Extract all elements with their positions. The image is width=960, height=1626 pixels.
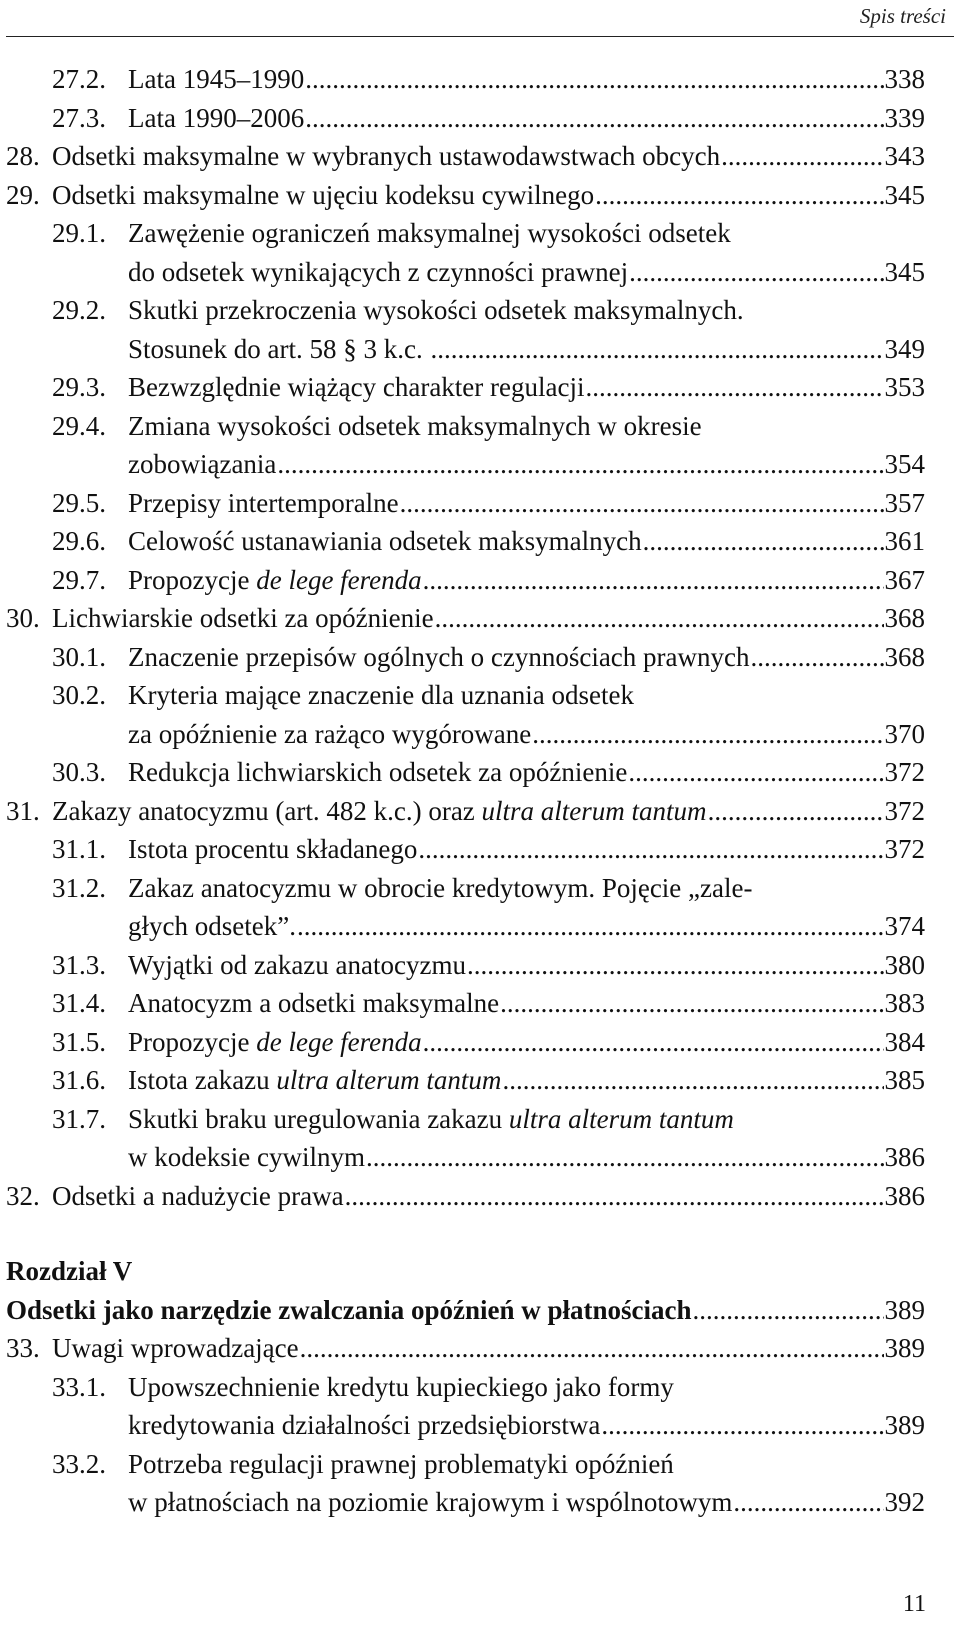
toc-entry-number: 31.1.	[52, 834, 106, 864]
leader-dots	[643, 522, 884, 561]
toc-entry-page: 357	[884, 487, 925, 518]
toc-entry-page: 380	[884, 949, 925, 980]
toc-entry-page: 367	[884, 564, 925, 595]
leader-dots	[305, 60, 883, 99]
leader-dots	[435, 599, 884, 638]
toc-entry-number: 31.	[6, 795, 40, 826]
toc-entry-page: 385	[884, 1065, 925, 1095]
toc-entry-page: 368	[884, 603, 925, 633]
toc-entry[interactable]	[0, 99, 960, 138]
toc-entry-title: Propozycje de lege ferenda	[128, 1026, 422, 1057]
running-head: Spis treści	[859, 4, 946, 28]
toc-entry[interactable]	[0, 676, 960, 715]
toc-entry-title: Odsetki a nadużycie prawa	[52, 1180, 344, 1211]
leader-dots	[366, 1138, 884, 1177]
toc-entry-title: Odsetki maksymalne w wybranych ustawodawstwach obcych	[52, 141, 721, 171]
toc-entry[interactable]	[0, 407, 960, 446]
leader-dots	[345, 1177, 884, 1216]
leader-dots	[418, 830, 883, 869]
toc-entry-number: 31.3.	[52, 949, 106, 980]
toc-entry-page: 339	[884, 102, 925, 133]
toc-entry-number: 27.3.	[52, 102, 106, 133]
toc-entry-page: 386	[884, 1142, 925, 1172]
toc-entry[interactable]	[0, 1368, 960, 1407]
leader-dots	[585, 368, 883, 407]
toc-entry-title: Skutki przekroczenia wysokości odsetek maksymalnych.	[128, 295, 744, 325]
toc-entry-page: 345	[884, 256, 925, 287]
toc-entry-number: 33.2.	[52, 1448, 106, 1479]
toc-entry[interactable]	[0, 214, 960, 253]
toc-entry[interactable]	[0, 176, 960, 215]
toc-entry-number: 29.1.	[52, 218, 106, 248]
leader-dots	[629, 253, 883, 292]
toc-entry[interactable]	[0, 869, 960, 908]
leader-dots	[628, 753, 883, 792]
toc-entry-page: 386	[884, 1180, 925, 1211]
toc-entry-continuation[interactable]	[0, 1483, 960, 1522]
toc-entry-number: 33.1.	[52, 1371, 106, 1402]
toc-entry-title: Istota zakazu ultra alterum tantum	[128, 1065, 502, 1095]
toc-entry-title: Anatocyzm a odsetki maksymalne	[128, 988, 500, 1018]
toc-entry-number: 29.6.	[52, 526, 106, 556]
toc-entry[interactable]	[0, 291, 960, 330]
toc-entry-page: 354	[884, 449, 925, 479]
toc-entry-page: 374	[884, 911, 925, 941]
leader-dots	[423, 1023, 884, 1062]
toc-entry-number: 29.3.	[52, 372, 106, 402]
leader-dots	[297, 907, 884, 946]
toc-entry[interactable]	[0, 137, 960, 176]
toc-entry-number: 30.1.	[52, 641, 106, 672]
toc-entry-number: 31.6.	[52, 1065, 106, 1095]
leader-dots	[692, 1291, 883, 1330]
toc-entry-title: Zakaz anatocyzmu w obrocie kredytowym. Pojęcie „zale-	[128, 872, 753, 903]
toc-entry-title: Zawężenie ograniczeń maksymalnej wysokości odsetek	[128, 218, 731, 248]
toc-entry-title: zobowiązania	[128, 449, 277, 479]
toc-entry-continuation[interactable]	[0, 253, 960, 292]
chapter-label: Rozdział V	[6, 1256, 133, 1286]
toc-entry-title: Znaczenie przepisów ogólnych o czynnościach prawnych	[128, 641, 750, 672]
leader-dots	[601, 1406, 883, 1445]
page-number: 11	[902, 1591, 926, 1617]
toc-entry[interactable]	[0, 1445, 960, 1484]
toc-entry-number: 31.4.	[52, 988, 106, 1018]
toc-entry-continuation[interactable]	[0, 1138, 960, 1177]
toc-entry-title: Stosunek do art. 58 § 3 k.c.	[128, 333, 430, 364]
toc-entry-number: 31.5.	[52, 1026, 106, 1057]
toc-entry-title: Bezwzględnie wiążący charakter regulacji	[128, 372, 585, 402]
leader-dots	[500, 984, 883, 1023]
header-rule	[6, 36, 954, 37]
toc-entry[interactable]	[0, 561, 960, 600]
toc-entry-number: 30.	[6, 603, 40, 633]
toc-entry[interactable]	[0, 484, 960, 523]
toc-entry-number: 33.	[6, 1333, 40, 1363]
toc-entry-number: 32.	[6, 1180, 40, 1211]
toc-entry[interactable]	[0, 522, 960, 561]
toc-entry-title: Potrzeba regulacji prawnej problematyki opóźnień	[128, 1448, 674, 1479]
toc-entry-page: 389	[884, 1410, 925, 1440]
toc-entry-title: kredytowania działalności przedsiębiorstwa	[128, 1410, 601, 1440]
toc-entry-number: 29.5.	[52, 487, 106, 518]
toc-entry-title: Lichwiarskie odsetki za opóźnienie	[52, 603, 434, 633]
toc-entry[interactable]	[0, 60, 960, 99]
toc-entry-page: 389	[884, 1333, 925, 1363]
toc-entry-continuation[interactable]	[0, 715, 960, 754]
toc-entry-page: 372	[884, 795, 925, 826]
toc-entry-page: 372	[884, 834, 925, 864]
leader-dots	[305, 99, 883, 138]
toc-entry[interactable]	[0, 1023, 960, 1062]
toc-entry[interactable]	[0, 830, 960, 869]
toc-entry-continuation[interactable]	[0, 1406, 960, 1445]
toc-entry-title: Wyjątki od zakazu anatocyzmu	[128, 949, 466, 980]
leader-dots	[467, 946, 884, 985]
toc-entry-page: 343	[884, 141, 925, 171]
toc-entry-page: 392	[884, 1487, 925, 1517]
chapter-title: Odsetki jako narzędzie zwalczania opóźnień w płatnościach	[6, 1294, 692, 1325]
toc-entry-page: 338	[884, 64, 925, 94]
toc-entry-title: w kodeksie cywilnym	[128, 1142, 365, 1172]
toc-entry-number: 29.4.	[52, 410, 106, 441]
toc-entry-continuation[interactable]	[0, 330, 960, 369]
toc-entry-title: Upowszechnienie kredytu kupieckiego jako formy	[128, 1371, 674, 1402]
toc-entry-page: 370	[884, 718, 925, 749]
leader-dots	[430, 330, 883, 369]
toc-entry-title: Redukcja lichwiarskich odsetek za opóźnienie	[128, 757, 628, 787]
toc-entry-number: 29.2.	[52, 295, 106, 325]
toc-entry-continuation[interactable]	[0, 445, 960, 484]
leader-dots	[423, 561, 884, 600]
toc-entry-title: do odsetek wynikających z czynności prawnej	[128, 256, 629, 287]
toc-entry-page: 368	[884, 641, 925, 672]
toc-entry-title: w płatnościach na poziomie krajowym i wspólnotowym	[128, 1487, 733, 1517]
leader-dots	[721, 137, 883, 176]
toc-entry-number: 29.	[6, 179, 40, 210]
leader-dots	[400, 484, 884, 523]
toc-entry-title: Istota procentu składanego	[128, 834, 418, 864]
toc-entry-title: Zmiana wysokości odsetek maksymalnych w okresie	[128, 410, 702, 441]
leader-dots	[532, 715, 883, 754]
toc-entry[interactable]	[0, 1061, 960, 1100]
toc-entry-page: 349	[884, 333, 925, 364]
chapter-title-entry[interactable]	[0, 1291, 960, 1330]
toc-entry[interactable]	[0, 984, 960, 1023]
toc-entry-page: 361	[884, 526, 925, 556]
toc-entry-page: 353	[884, 372, 925, 402]
toc-entry-continuation[interactable]	[0, 907, 960, 946]
toc-entry-title: Zakazy anatocyzmu (art. 482 k.c.) oraz ultra alterum tantum	[52, 795, 707, 826]
toc-entry-number: 29.7.	[52, 564, 106, 595]
toc-entry-title: Uwagi wprowadzające	[52, 1333, 299, 1363]
toc-entry-page: 345	[884, 179, 925, 210]
toc-entry[interactable]	[0, 368, 960, 407]
toc-entry[interactable]	[0, 599, 960, 638]
toc-entry-number: 30.3.	[52, 757, 106, 787]
toc-entry-title: Kryteria mające znaczenie dla uznania odsetek	[128, 680, 634, 710]
toc-entry-title: Lata 1990–2006	[128, 102, 305, 133]
toc-entry-title: Przepisy intertemporalne	[128, 487, 399, 518]
toc-entry[interactable]	[0, 792, 960, 831]
toc-entry-title: Skutki braku uregulowania zakazu ultra alterum tantum	[128, 1103, 734, 1134]
toc-entry-title: Propozycje de lege ferenda	[128, 564, 422, 595]
leader-dots	[708, 792, 884, 831]
toc-entry-page: 372	[884, 757, 925, 787]
toc-entry-number: 31.2.	[52, 872, 106, 903]
toc-entry[interactable]	[0, 1177, 960, 1216]
toc-entry-page: 384	[884, 1026, 925, 1057]
leader-dots	[751, 638, 884, 677]
toc-entry-number: 31.7.	[52, 1103, 106, 1134]
toc-entry-title: Lata 1945–1990	[128, 64, 305, 94]
toc-entry-number: 27.2.	[52, 64, 106, 94]
toc-entry[interactable]	[0, 1329, 960, 1368]
toc-entry-title: za opóźnienie za rażąco wygórowane	[128, 718, 532, 749]
toc-entry-page: 389	[884, 1294, 925, 1325]
leader-dots	[595, 176, 883, 215]
leader-dots	[300, 1329, 884, 1368]
toc-entry-number: 30.2.	[52, 680, 106, 710]
toc-entry[interactable]	[0, 1100, 960, 1139]
toc-entry-number: 28.	[6, 141, 40, 171]
leader-dots	[277, 445, 883, 484]
toc-entry[interactable]	[0, 946, 960, 985]
leader-dots	[502, 1061, 883, 1100]
toc-entry-page: 383	[884, 988, 925, 1018]
toc-entry[interactable]	[0, 753, 960, 792]
toc-entry[interactable]	[0, 638, 960, 677]
toc-entry-title: Odsetki maksymalne w ujęciu kodeksu cywilnego	[52, 179, 595, 210]
leader-dots	[733, 1483, 883, 1522]
toc-entry-title: głych odsetek”.	[128, 911, 296, 941]
table-of-contents	[0, 60, 960, 1522]
toc-entry-title: Celowość ustanawiania odsetek maksymalnych	[128, 526, 642, 556]
